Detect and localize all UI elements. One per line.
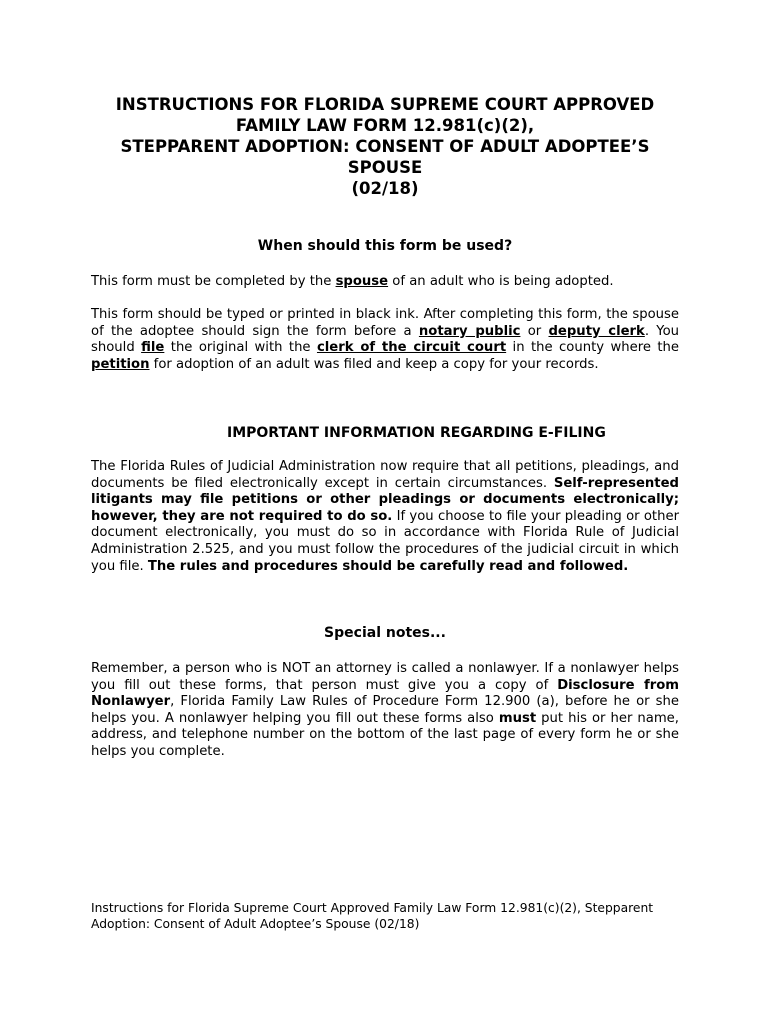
- text: of an adult who is being adopted.: [388, 274, 614, 289]
- bold-text: The rules and procedures should be carefully read and followed.: [147, 558, 629, 574]
- text: put his or her name, address, and telephone number on the bottom of the last page of every form he or she helps you complete.: [91, 710, 679, 759]
- text: , Florida Family Law Rules of Procedure Form 12.900 (a), before he or she helps you. A nonlawyer helping you fill out these forms also: [91, 694, 679, 726]
- section-heading-e-filing: IMPORTANT INFORMATION REGARDING E-FILING: [227, 425, 606, 441]
- title-line-5: (02/18): [351, 179, 419, 198]
- title-line-1: INSTRUCTIONS FOR FLORIDA SUPREME COURT APPROVED: [115, 95, 655, 114]
- section-heading-special-notes: Special notes...: [324, 625, 446, 641]
- text: or: [520, 323, 549, 339]
- bold-text: must: [498, 710, 537, 726]
- term-clerk-of-circuit-court: clerk of the circuit court: [316, 340, 507, 356]
- page-footer: Instructions for Florida Supreme Court Approved Family Law Form 12.981(c)(2), Stepparent Adoption: Consent of Adult Adoptee’s Spouse (02/18): [91, 901, 654, 931]
- text: in the county where the: [506, 340, 680, 356]
- document-title: [60, 94, 710, 199]
- bold-text: Disclosure from Nonlawyer: [91, 677, 679, 710]
- paragraph-special-notes: [91, 661, 679, 761]
- link-spouse: spouse: [335, 274, 389, 289]
- text: The Florida Rules of Judicial Administration now require that all petitions, pleadings, and documents be filed electronically except in certain circumstances.: [91, 459, 679, 491]
- term-petition: petition: [91, 356, 150, 372]
- term-file: file: [141, 340, 165, 356]
- text: the original with the: [164, 340, 317, 356]
- title-line-2: FAMILY LAW FORM 12.981(c)(2),: [235, 116, 535, 135]
- paragraph-e-filing: [91, 459, 679, 575]
- paragraph-instructions: [91, 307, 679, 373]
- text: Remember, a person who is NOT an attorney is called a nonlawyer. If a nonlawyer helps you fill out these forms, that person must give you a copy of: [91, 661, 679, 693]
- title-line-3: STEPPARENT ADOPTION: CONSENT OF ADULT ADOPTEE’S: [120, 137, 650, 156]
- bold-text: Self-represented litigants may file petitions or other pleadings or documents electronically; however, they are not required to do so.: [91, 475, 679, 524]
- text: This form should be typed or printed in black ink. After completing this form, the spouse of the adoptee should sign the form before a: [91, 307, 679, 339]
- text: . You should: [91, 323, 680, 356]
- paragraph-spouse: [91, 274, 679, 291]
- title-line-4: SPOUSE: [347, 158, 423, 177]
- term-deputy-clerk: deputy clerk: [548, 323, 645, 339]
- text: If you choose to file your pleading or other document electronically, you must do so in accordance with Florida Rule of Judicial Administration 2.525, and you must follow the procedures of the judicial circuit in which you file.: [91, 508, 679, 574]
- text: for adoption of an adult was filed and keep a copy for your records.: [149, 356, 599, 372]
- text: This form must be completed by the: [91, 274, 336, 289]
- section-heading-when-used: When should this form be used?: [257, 238, 513, 254]
- term-notary-public: notary public: [418, 323, 521, 339]
